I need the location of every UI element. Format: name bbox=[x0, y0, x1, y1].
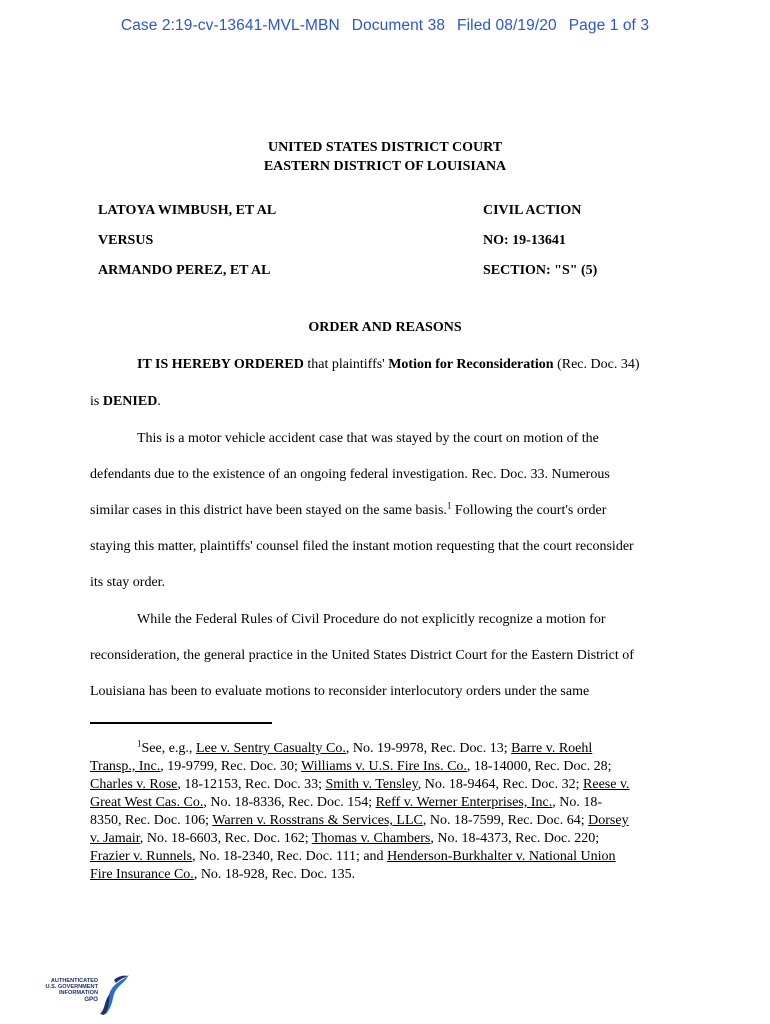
footnote-line8 bbox=[90, 867, 355, 883]
footnote-line7 bbox=[90, 849, 616, 865]
footnote-intro: See, e.g., bbox=[141, 741, 196, 756]
cite-detail: , No. 18- bbox=[552, 795, 603, 810]
cite-detail: , No. 18-7599, Rec. Doc. 64; bbox=[422, 813, 589, 828]
order-rec-doc: (Rec. Doc. 34) bbox=[553, 357, 640, 372]
case-number: Case 2:19-cv-13641-MVL-MBN bbox=[120, 17, 340, 34]
gpo-text-line: GPO bbox=[84, 995, 98, 1003]
cite-detail: , No. 18-928, Rec. Doc. 135. bbox=[193, 867, 356, 882]
gpo-text-line: AUTHENTICATED bbox=[50, 978, 98, 984]
page-indicator: Page 1 of 3 bbox=[568, 17, 650, 34]
footnote-line4 bbox=[90, 795, 602, 811]
case-cite-link[interactable]: Warren v. Rosstrans & Services, LLC bbox=[212, 813, 423, 828]
case-cite-link[interactable]: Henderson-Burkhalter v. National Union bbox=[387, 849, 616, 864]
order-phrase: IT IS HEREBY ORDERED bbox=[137, 357, 304, 372]
footnote-number: 1 bbox=[137, 738, 142, 749]
case-cite-link[interactable]: Lee v. Sentry Casualty Co. bbox=[195, 741, 346, 756]
cite-detail: 8350, Rec. Doc. 106; bbox=[90, 813, 213, 828]
para2-line3: Louisiana has been to evaluate motions to reconsider interlocutory orders under the same bbox=[90, 684, 590, 699]
document-number: Document 38 bbox=[351, 17, 446, 34]
case-cite-link[interactable]: Barre v. Roehl bbox=[511, 741, 593, 756]
cite-detail: , 19-9799, Rec. Doc. 30; bbox=[160, 759, 302, 774]
para2-line1: While the Federal Rules of Civil Procedure do not explicitly recognize a motion for bbox=[137, 612, 606, 627]
para1-line1: This is a motor vehicle accident case that was stayed by the court on motion of the bbox=[137, 431, 599, 446]
filed-date: Filed 08/19/20 bbox=[457, 17, 557, 34]
para1-line3 bbox=[90, 500, 607, 519]
gpo-authentication-seal bbox=[40, 972, 140, 1016]
case-cite-link[interactable]: Thomas v. Chambers bbox=[311, 831, 431, 846]
court-name: UNITED STATES DISTRICT COURT bbox=[267, 140, 503, 155]
case-cite-link[interactable]: Charles v. Rose bbox=[90, 777, 178, 792]
cite-detail: , No. 18-6603, Rec. Doc. 162; bbox=[139, 831, 312, 846]
para2-line2: reconsideration, the general practice in the United States District Court for the Eastern District of bbox=[90, 648, 634, 663]
court-district: EASTERN DISTRICT OF LOUISIANA bbox=[263, 159, 507, 174]
cite-detail: , 18-12153, Rec. Doc. 33; bbox=[177, 777, 326, 792]
para1-line5: its stay order. bbox=[90, 575, 166, 590]
footnote-line3 bbox=[90, 777, 630, 793]
order-result-pre: is bbox=[90, 394, 103, 409]
para1-line4: staying this matter, plaintiffs' counsel filed the instant motion requesting that the court reconsider bbox=[90, 539, 634, 554]
para1-line3-rest: Following the court's order bbox=[451, 503, 607, 518]
defendant-name: ARMANDO PEREZ, ET AL bbox=[98, 263, 271, 278]
cite-detail: , No. 18-4373, Rec. Doc. 220; bbox=[430, 831, 600, 846]
case-cite-link[interactable]: Dorsey bbox=[588, 813, 629, 828]
footnote-separator bbox=[90, 722, 272, 724]
cite-detail: , 18-14000, Rec. Doc. 28; bbox=[466, 759, 612, 774]
plaintiff-name: LATOYA WIMBUSH, ET AL bbox=[98, 203, 277, 218]
section-label: SECTION: "S" (5) bbox=[483, 263, 598, 278]
footnote-line1 bbox=[137, 738, 593, 757]
case-cite-link[interactable]: Reese v. bbox=[583, 777, 630, 792]
cite-detail: , No. 18-9464, Rec. Doc. 32; bbox=[417, 777, 584, 792]
footnote-ref: 1 bbox=[446, 500, 452, 511]
cite-detail: , No. 19-9978, Rec. Doc. 13; bbox=[345, 741, 512, 756]
order-line bbox=[137, 357, 640, 373]
order-result-line bbox=[90, 394, 161, 410]
para1-line2: defendants due to the existence of an ongoing federal investigation. Rec. Doc. 33. Numerous bbox=[90, 467, 610, 482]
case-no: NO: 19-13641 bbox=[483, 233, 566, 248]
case-cite-link[interactable]: Frazier v. Runnels bbox=[90, 849, 193, 864]
gpo-text-line: U.S. GOVERNMENT bbox=[45, 984, 98, 991]
versus-label: VERSUS bbox=[98, 233, 154, 248]
footnote-line2 bbox=[90, 759, 612, 775]
case-cite-link[interactable]: v. Jamair bbox=[90, 831, 140, 846]
cite-detail: , No. 18-8336, Rec. Doc. 154; bbox=[203, 795, 376, 810]
gpo-text-line: INFORMATION bbox=[58, 990, 98, 997]
gpo-seal-text bbox=[40, 978, 98, 1003]
case-cite-link[interactable]: Reff v. Werner Enterprises, Inc. bbox=[375, 795, 553, 810]
order-result: DENIED bbox=[102, 394, 158, 409]
order-result-post: . bbox=[157, 394, 161, 409]
footnote-line5 bbox=[90, 813, 629, 829]
case-cite-link[interactable]: Williams v. U.S. Fire Ins. Co. bbox=[301, 759, 467, 774]
order-text: that plaintiffs' bbox=[303, 357, 389, 372]
case-cite-link[interactable]: Transp., Inc. bbox=[90, 759, 161, 774]
motion-name: Motion for Reconsideration bbox=[388, 357, 554, 372]
filing-stamp bbox=[0, 17, 770, 35]
footnote-line6 bbox=[90, 831, 599, 847]
case-cite-link[interactable]: Fire Insurance Co. bbox=[90, 867, 194, 882]
case-cite-link[interactable]: Great West Cas. Co. bbox=[90, 795, 204, 810]
document-title: ORDER AND REASONS bbox=[308, 320, 462, 335]
eagle-icon bbox=[96, 972, 130, 1016]
case-cite-link[interactable]: Smith v. Tensley bbox=[325, 777, 418, 792]
civil-action-label: CIVIL ACTION bbox=[483, 203, 582, 218]
para1-line3-text: similar cases in this district have been stayed on the same basis. bbox=[90, 503, 447, 518]
cite-detail: , No. 18-2340, Rec. Doc. 111; and bbox=[192, 849, 388, 864]
